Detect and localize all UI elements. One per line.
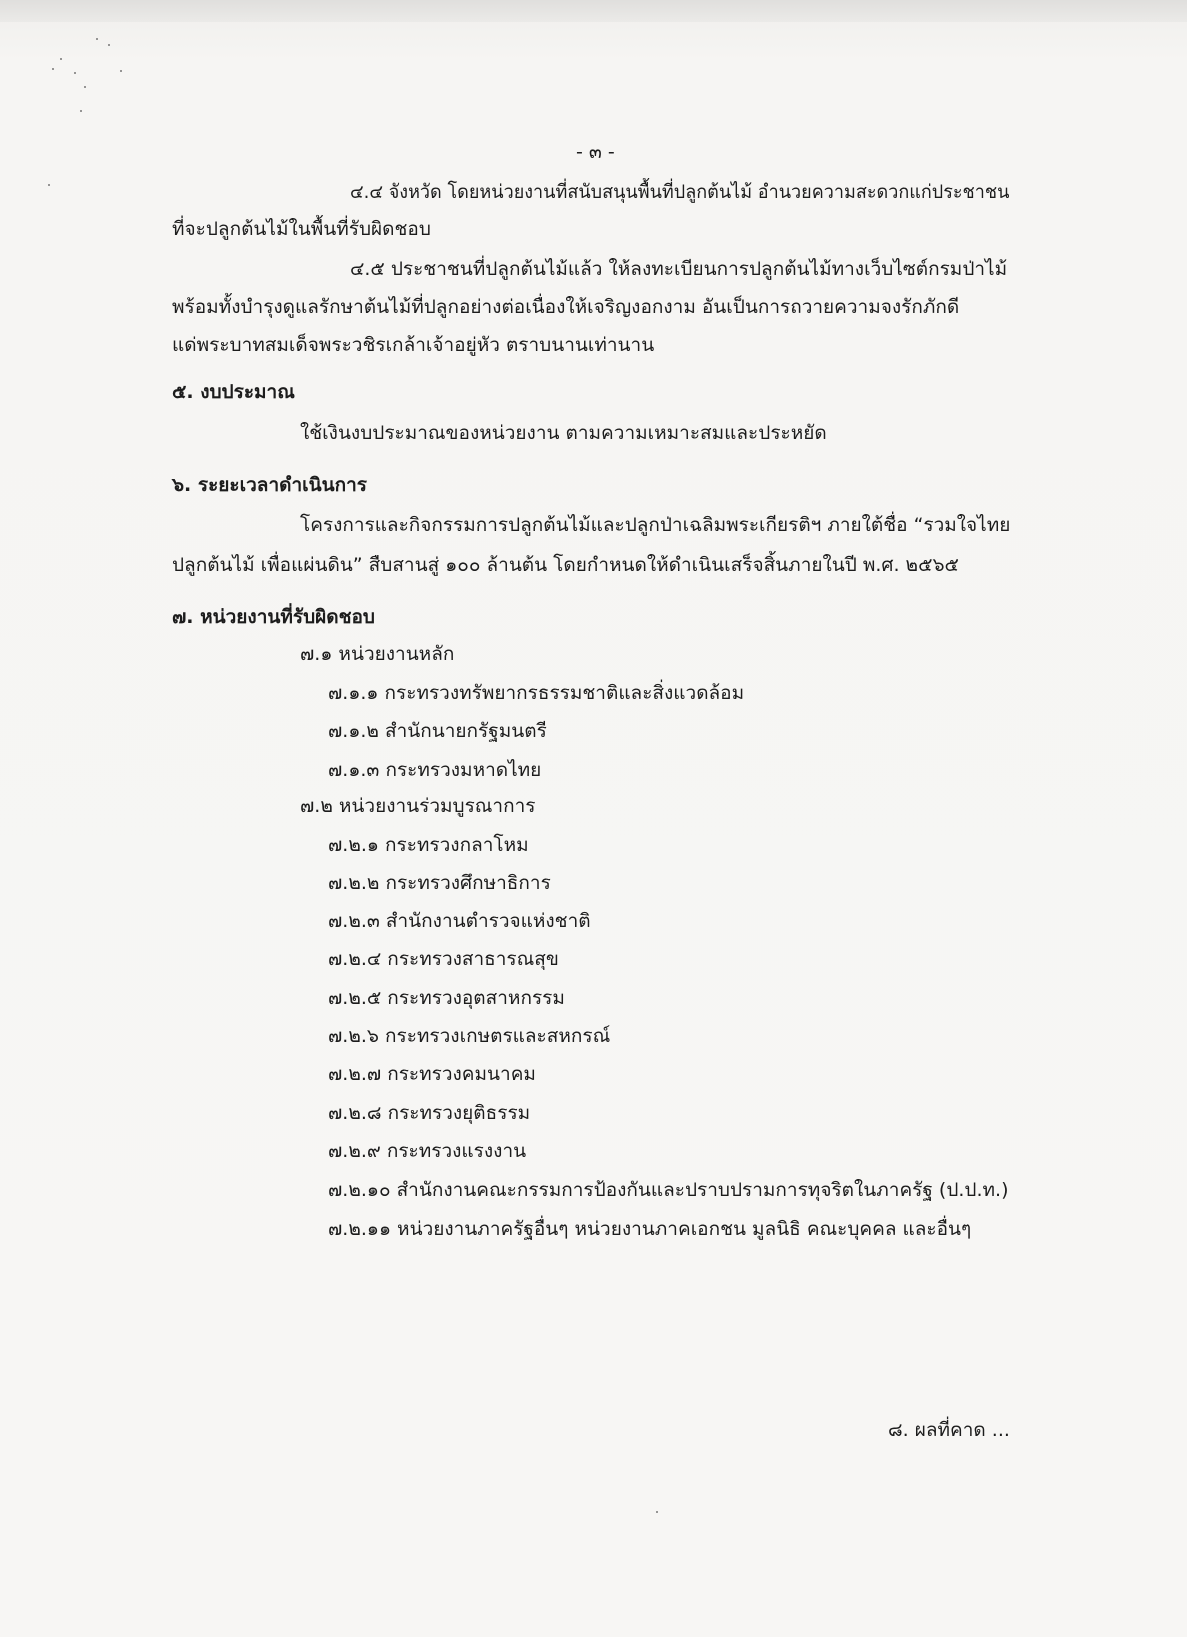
scan-edge — [0, 0, 1187, 22]
section-5-heading: ๕. งบประมาณ — [172, 381, 295, 403]
section-7-2-heading: ๗.๒ หน่วยงานร่วมบูรณาการ — [300, 795, 536, 817]
section-4-5-line-1: ๔.๕ ประชาชนที่ปลูกต้นไม้แล้ว ให้ลงทะเบียนการปลูกต้นไม้ทางเว็บไซต์กรมป่าไม้ — [350, 258, 1008, 280]
section-5-body: ใช้เงินงบประมาณของหน่วยงาน ตามความเหมาะสมและประหยัด — [300, 422, 827, 444]
list-item: ๗.๑.๓ กระทรวงมหาดไทย — [328, 759, 542, 781]
section-7-heading: ๗. หน่วยงานที่รับผิดชอบ — [172, 606, 375, 628]
scan-speck — [80, 110, 82, 112]
section-6-line-2: ปลูกต้นไม้ เพื่อแผ่นดิน” สืบสานสู่ ๑๐๐ ล้านต้น โดยกำหนดให้ดำเนินเสร็จสิ้นภายในปี พ.ศ. ๒๕๖๕ — [172, 554, 959, 576]
section-6-heading: ๖. ระยะเวลาดำเนินการ — [172, 474, 367, 496]
section-6-line-1: โครงการและกิจกรรมการปลูกต้นไม้และปลูกป่าเฉลิมพระเกียรติฯ ภายใต้ชื่อ “รวมใจไทย — [300, 514, 1011, 536]
scan-speck — [96, 38, 98, 40]
list-item: ๗.๒.๕ กระทรวงอุตสาหกรรม — [328, 987, 565, 1009]
scan-speck — [48, 184, 50, 186]
scan-speck — [84, 86, 86, 88]
section-4-5-line-2: พร้อมทั้งบำรุงดูแลรักษาต้นไม้ที่ปลูกอย่างต่อเนื่องให้เจริญงอกงาม อันเป็นการถวายความจงรักภักดี — [172, 296, 960, 318]
scan-speck — [74, 72, 76, 74]
scan-speck — [52, 68, 54, 70]
scan-speck — [108, 44, 110, 46]
continuation-note: ๘. ผลที่คาด ... — [888, 1419, 1010, 1441]
list-item: ๗.๒.๙ กระทรวงแรงงาน — [328, 1140, 527, 1162]
section-7-1-heading: ๗.๑ หน่วยงานหลัก — [300, 643, 455, 665]
section-4-4-line-1: ๔.๔ จังหวัด โดยหน่วยงานที่สนับสนุนพื้นที่ปลูกต้นไม้ อำนวยความสะดวกแก่ประชาชน — [350, 181, 1010, 203]
list-item: ๗.๒.๑๐ สำนักงานคณะกรรมการป้องกันและปราบปรามการทุจริตในภาครัฐ (ป.ป.ท.) — [328, 1179, 1009, 1201]
list-item: ๗.๒.๑ กระทรวงกลาโหม — [328, 834, 529, 856]
list-item: ๗.๒.๓ สำนักงานตำรวจแห่งชาติ — [328, 910, 591, 932]
section-4-5-line-3: แด่พระบาทสมเด็จพระวชิรเกล้าเจ้าอยู่หัว ตราบนานเท่านาน — [172, 334, 655, 356]
scan-speck — [656, 1511, 658, 1513]
page-number: - ๓ - — [576, 141, 615, 163]
list-item: ๗.๒.๑๑ หน่วยงานภาครัฐอื่นๆ หน่วยงานภาคเอกชน มูลนิธิ คณะบุคคล และอื่นๆ — [328, 1218, 972, 1240]
scan-speck — [120, 70, 122, 72]
list-item: ๗.๒.๒ กระทรวงศึกษาธิการ — [328, 872, 551, 894]
list-item: ๗.๑.๑ กระทรวงทรัพยากรธรรมชาติและสิ่งแวดล้อม — [328, 682, 745, 704]
section-4-4-line-2: ที่จะปลูกต้นไม้ในพื้นที่รับผิดชอบ — [172, 218, 431, 240]
list-item: ๗.๑.๒ สำนักนายกรัฐมนตรี — [328, 720, 547, 742]
scan-speck — [60, 58, 62, 60]
list-item: ๗.๒.๖ กระทรวงเกษตรและสหกรณ์ — [328, 1025, 611, 1047]
list-item: ๗.๒.๔ กระทรวงสาธารณสุข — [328, 948, 559, 970]
list-item: ๗.๒.๗ กระทรวงคมนาคม — [328, 1063, 536, 1085]
list-item: ๗.๒.๘ กระทรวงยุติธรรม — [328, 1102, 531, 1124]
